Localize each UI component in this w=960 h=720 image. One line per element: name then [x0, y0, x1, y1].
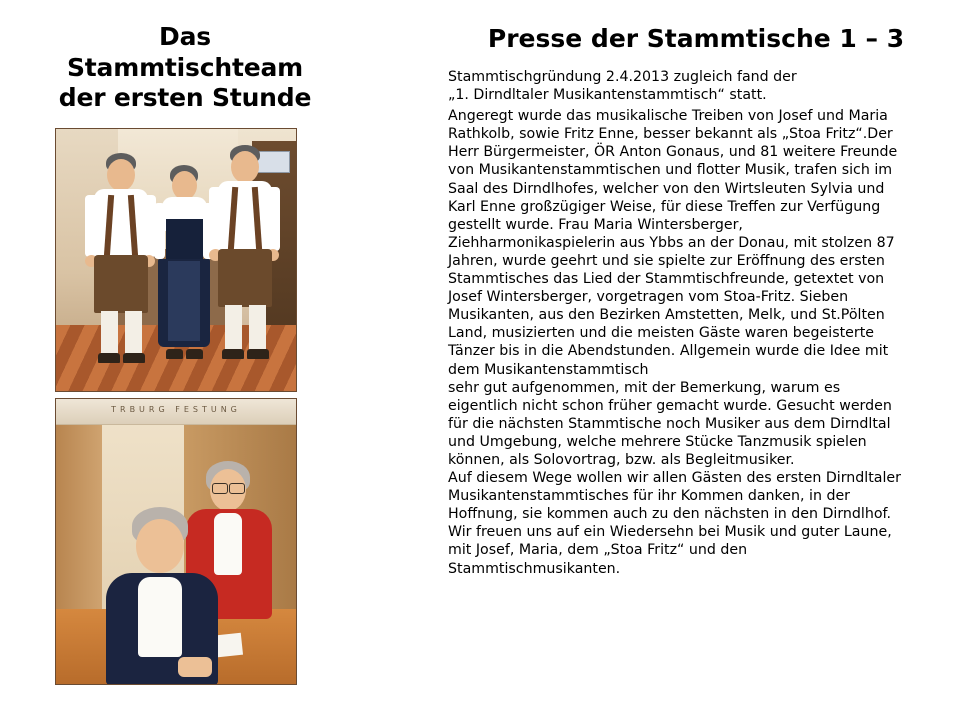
photo1-person-right-shoe-b [247, 349, 269, 359]
photo1-person-right-arm-right [267, 187, 280, 251]
photo-damen-am-tisch [55, 398, 297, 685]
left-heading-line-1: Das [159, 22, 211, 51]
photo1-person-left-shirt [94, 189, 148, 261]
photo2-person-back-glasses [212, 483, 228, 494]
photo1-person-left-lederhose [94, 255, 148, 313]
press-body [448, 68, 908, 578]
photo2-person-front-hand [178, 657, 212, 677]
press-paragraph-3: Angeregt wurde das musikalische Treiben von Josef und Maria Rathkolb, sowie Fritz Enne, besser bekannt als „Stoa Fritz“.Der Herr Bürgermeister, ÖR Anton Gonaus, und 81 weitere Freunde von Musikantenstammtischen und flotter Musik, trafen sich im Saal des Dirndlhofes, welcher von den Wirtsleuten Sylvia und Karl Enne großzügiger Weise, für diese Treffen zur Verfügung gestellt wurde. Frau Maria Wintersberger, Ziehharmonikaspielerin aus Ybbs an der Donau, mit stolzen 87 Jahren, wurde geehrt und sie spielte zur Eröffnung des ersten Stammtisches das Lied der Stammtischfreunde, getextet von Josef Wintersberger, vorgetragen vom Stoa-Fritz. Sieben Musikanten, aus den Bezirken Amstetten, Melk, und St.Pölten Land, musizierten und die meisten Gäste waren begeisterte Tänzer bis in die Abendstunden. Allgemein wurde die Idee mit dem Musikantenstammtisch [448, 108, 898, 378]
left-heading-line-3: der ersten Stunde [58, 83, 312, 112]
press-paragraph-1: Stammtischgründung 2.4.2013 zugleich fand der [448, 69, 797, 85]
photo1-person-center-shoe-a [166, 349, 183, 359]
photo1-person-left [84, 151, 156, 381]
photo1-person-right-sock-a [225, 305, 242, 351]
press-paragraph-7: mit Josef, Maria, dem „Stoa Fritz“ und den Stammtischmusikanten. [448, 542, 748, 577]
photo1-person-left-arm-left [85, 195, 99, 257]
photo1-person-right-shoe-a [222, 349, 244, 359]
photo1-person-center-head [172, 171, 197, 200]
photo1-person-right-sock-b [249, 305, 266, 351]
photo1-person-center [152, 159, 214, 381]
photo1-person-center-bodice [166, 219, 203, 261]
press-paragraph-4: sehr gut aufgenommen, mit der Bemerkung, warum es eigentlich nicht schon früher gemacht wurde. Gesucht werden für die nächsten Stammtische noch Musiker aus dem Dirndltal und Umgebung, welche mehrere Stücke Tanzmusik spielen können, als Solovortrag, bzw. als Begleitmusiker. [448, 379, 892, 468]
photo1-person-left-sock-b [125, 311, 142, 355]
left-heading-line-2: Stammtischteam [67, 52, 303, 82]
photo1-person-right [208, 145, 280, 381]
photo2-panel-left [56, 425, 102, 609]
photo2-person-front-blouse [138, 577, 182, 657]
press-paragraph-6: Wir freuen uns auf ein Wiedersehn bei Musik und guter Laune, [448, 524, 892, 541]
photo1-person-right-head [231, 151, 259, 183]
right-column [432, 0, 960, 720]
photo1-person-left-shoe-b [123, 353, 145, 363]
press-paragraph-5: Auf diesem Wege wollen wir allen Gästen des ersten Dirndltaler Musikantenstammtisches für ihr Kommen danken, in der Hoffnung, sie kommen auch zu den nächsten in den Dirndlhof. [448, 470, 901, 523]
photo2-banner: TRBURG FESTUNG [56, 399, 296, 425]
press-heading: Presse der Stammtische 1 – 3 [487, 24, 905, 53]
photo1-person-center-apron [168, 261, 200, 341]
photo1-person-right-arm-left [209, 187, 223, 251]
photo1-person-left-shoe-a [98, 353, 120, 363]
photo2-person-front-head [136, 519, 184, 573]
photo1-person-center-shoe-b [186, 349, 203, 359]
photo1-person-right-shirt [218, 181, 272, 255]
photo2-person-front [106, 507, 224, 685]
photo1-person-left-head [107, 159, 135, 191]
left-heading [20, 22, 350, 114]
photo2-person-back-glasses-2 [229, 483, 245, 494]
photo1-person-left-sock-a [101, 311, 118, 355]
left-column [0, 0, 430, 720]
photo1-person-center-arm-left [154, 203, 165, 259]
photo-stammtischteam [55, 128, 297, 392]
photo1-person-right-lederhose [218, 249, 272, 307]
press-paragraph-2: „1. Dirndltaler Musikantenstammtisch“ statt. [448, 87, 767, 104]
